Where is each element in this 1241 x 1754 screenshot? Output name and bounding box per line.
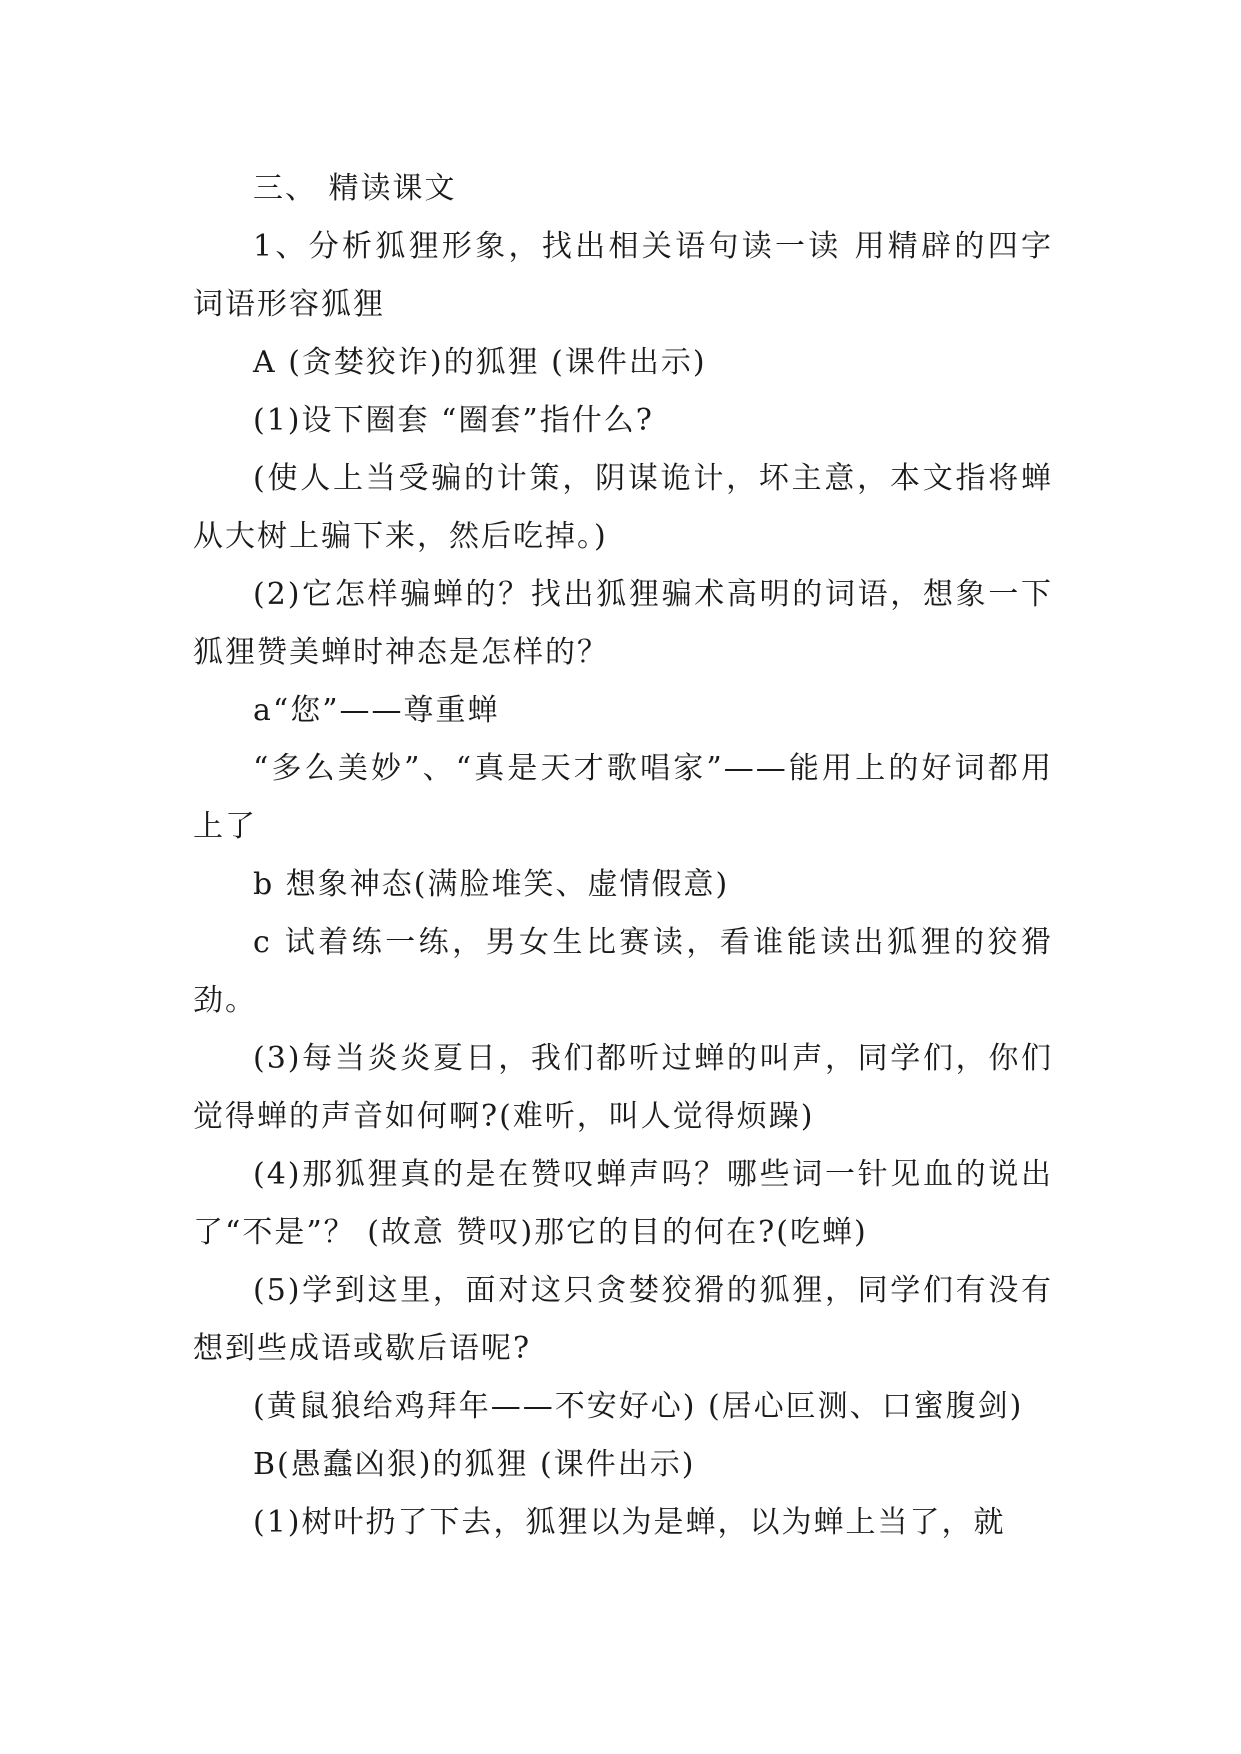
paragraph: (1)设下圈套 “圈套”指什么? bbox=[253, 403, 654, 438]
paragraph: (1)树叶扔了下去，狐狸以为是蝉，以为蝉上当了，就 bbox=[253, 1505, 1006, 1540]
paragraph: (2)它怎样骗蝉的？找出狐狸骗术高明的词语，想象一下狐狸赞美蝉时神态是怎样的？ bbox=[193, 577, 1053, 670]
paragraph: “多么美妙”、“真是天才歌唱家”——能用上的好词都用上了 bbox=[193, 751, 1053, 844]
paragraph: B(愚蠢凶狠)的狐狸 (课件出示) bbox=[253, 1447, 696, 1482]
paragraph: a“您”——尊重蝉 bbox=[253, 693, 500, 728]
paragraph: b 想象神态(满脸堆笑、虚情假意) bbox=[253, 867, 730, 902]
paragraph: A (贪婪狡诈)的狐狸 (课件出示) bbox=[253, 345, 707, 380]
paragraph: (4)那狐狸真的是在赞叹蝉声吗？哪些词一针见血的说出了“不是”？ (故意 赞叹)那它的目的何在?(吃蝉) bbox=[193, 1157, 1053, 1250]
paragraph: (使人上当受骗的计策，阴谋诡计，坏主意，本文指将蝉从大树上骗下来，然后吃掉。) bbox=[193, 461, 1053, 554]
paragraph: (3)每当炎炎夏日，我们都听过蝉的叫声，同学们，你们觉得蝉的声音如何啊?(难听，叫人觉得烦躁) bbox=[193, 1041, 1053, 1134]
paragraph: 1、分析狐狸形象，找出相关语句读一读 用精辟的四字词语形容狐狸 bbox=[193, 229, 1053, 322]
paragraph: c 试着练一练，男女生比赛读，看谁能读出狐狸的狡猾劲。 bbox=[193, 925, 1053, 1018]
section-heading: 三、 精读课文 bbox=[253, 171, 457, 206]
paragraph: (黄鼠狼给鸡拜年——不安好心) (居心叵测、口蜜腹剑) bbox=[253, 1389, 1024, 1424]
paragraph: (5)学到这里，面对这只贪婪狡猾的狐狸，同学们有没有想到些成语或歇后语呢? bbox=[193, 1273, 1053, 1366]
document-body bbox=[193, 160, 1053, 1552]
